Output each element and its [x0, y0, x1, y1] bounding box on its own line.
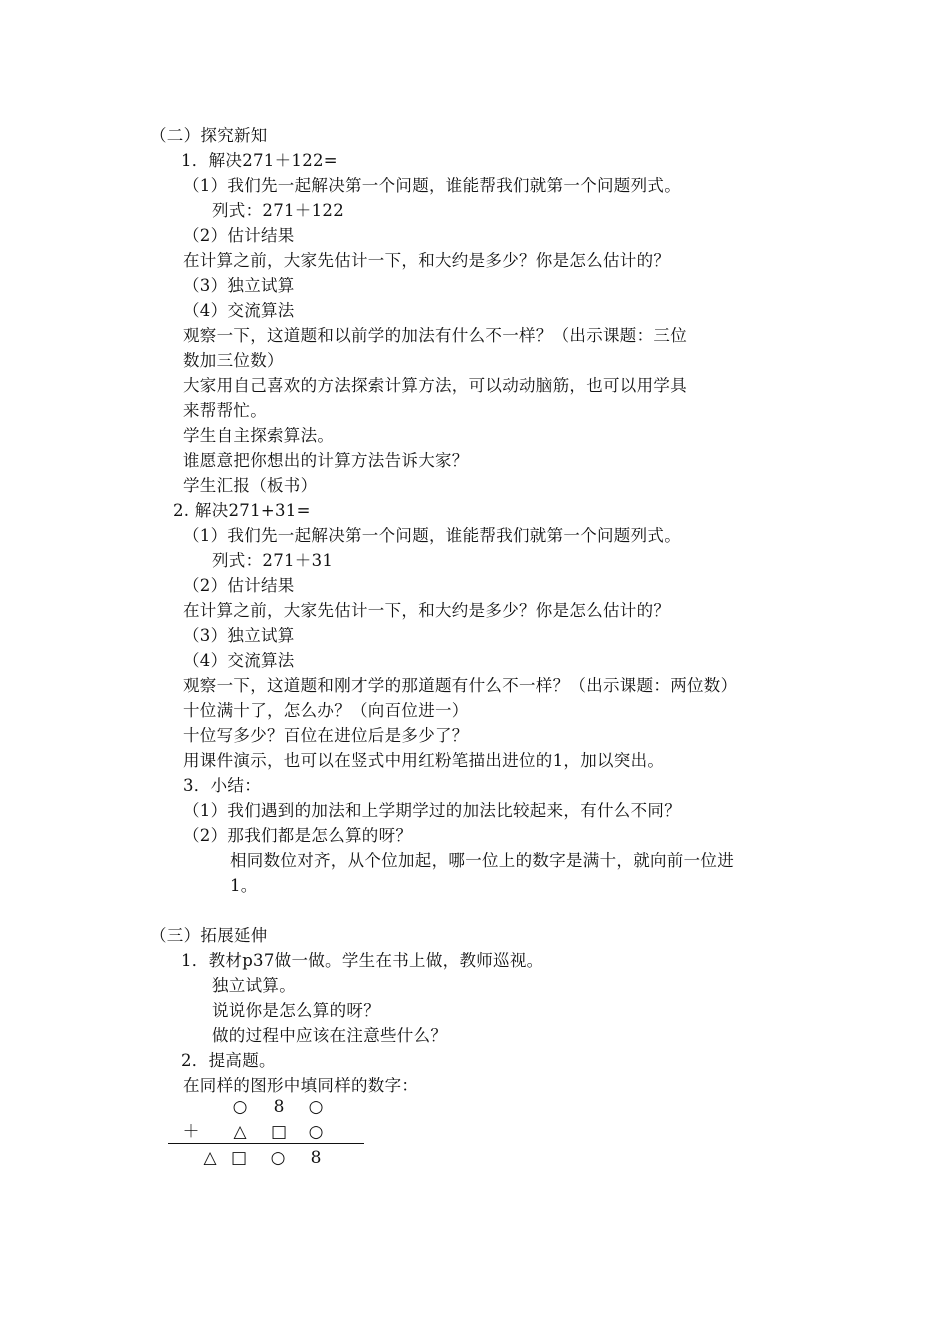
text-line: 学生自主探索算法。	[183, 426, 335, 445]
text-line: （1）我们遇到的加法和上学期学过的加法比较起来，有什么不同？	[183, 801, 681, 820]
addition-puzzle	[160, 1096, 380, 1176]
text-line: 1。	[230, 876, 258, 895]
text-line: 观察一下，这道题和刚才学的那道题有什么不一样？（出示课题：两位数）	[183, 676, 738, 695]
plus-sign: ＋	[182, 1122, 200, 1142]
text-line: 大家用自己喜欢的方法探索计算方法，可以动动脑筋，也可以用学具	[183, 376, 687, 395]
triangle-symbol: △	[203, 1148, 217, 1168]
text-line: （1）我们先一起解决第一个问题，谁能帮我们就第一个问题列式。	[183, 526, 681, 545]
item-title: 1．解决271＋122=	[181, 151, 338, 170]
text-line: 学生汇报（板书）	[183, 476, 318, 495]
text-line: （4）交流算法	[183, 651, 295, 670]
triangle-symbol: △	[233, 1122, 247, 1142]
text-line: 在计算之前，大家先估计一下，和大约是多少？你是怎么估计的？	[183, 601, 671, 620]
circle-symbol: ○	[232, 1097, 248, 1117]
item-title: 3．小结：	[183, 776, 261, 795]
text-line: 在计算之前，大家先估计一下，和大约是多少？你是怎么估计的？	[183, 251, 671, 270]
text-line: 独立试算。	[212, 976, 296, 995]
text-line: 列式：271＋31	[212, 551, 334, 570]
text-line: 十位满十了，怎么办？（向百位进一）	[183, 701, 469, 720]
text-line: （4）交流算法	[183, 301, 295, 320]
text-line: 谁愿意把你想出的计算方法告诉大家？	[183, 451, 469, 470]
text-line: （2）估计结果	[183, 576, 295, 595]
circle-symbol: ○	[308, 1097, 324, 1117]
text-line: （2）估计结果	[183, 226, 295, 245]
square-symbol: □	[270, 1122, 288, 1142]
text-line: （3）独立试算	[183, 276, 295, 295]
text-line: 做的过程中应该在注意些什么？	[212, 1026, 448, 1045]
text-line: （3）独立试算	[183, 626, 295, 645]
text-line: （1）我们先一起解决第一个问题，谁能帮我们就第一个问题列式。	[183, 176, 681, 195]
text-line: 十位写多少？百位在进位后是多少了？	[183, 726, 469, 745]
circle-symbol: ○	[308, 1122, 324, 1142]
text-line: 来帮帮忙。	[183, 401, 267, 420]
digit: 8	[310, 1148, 322, 1168]
text-line: 在同样的图形中填同样的数字：	[183, 1076, 419, 1095]
square-symbol: □	[230, 1148, 248, 1168]
text-line: 说说你是怎么算的呀？	[212, 1001, 380, 1020]
text-line: 列式：271＋122	[212, 201, 344, 220]
sum-line	[168, 1143, 364, 1144]
text-line: 观察一下，这道题和以前学的加法有什么不一样？（出示课题：三位	[183, 326, 687, 345]
text-line: （2）那我们都是怎么算的呀？	[183, 826, 413, 845]
section-heading: （三）拓展延伸	[150, 926, 268, 945]
item-title: 1．教材p37做一做。学生在书上做，教师巡视。	[181, 951, 544, 970]
text-line: 数加三位数）	[183, 351, 284, 370]
circle-symbol: ○	[270, 1148, 286, 1168]
item-title: 2．提高题。	[181, 1051, 276, 1070]
text-line: 相同数位对齐，从个位加起，哪一位上的数字是满十，就向前一位进	[230, 851, 734, 870]
text-line: 用课件演示，也可以在竖式中用红粉笔描出进位的1，加以突出。	[183, 751, 665, 770]
item-title: 2. 解决271+31=	[173, 501, 311, 520]
digit: 8	[273, 1097, 285, 1117]
section-heading: （二）探究新知	[150, 126, 268, 145]
